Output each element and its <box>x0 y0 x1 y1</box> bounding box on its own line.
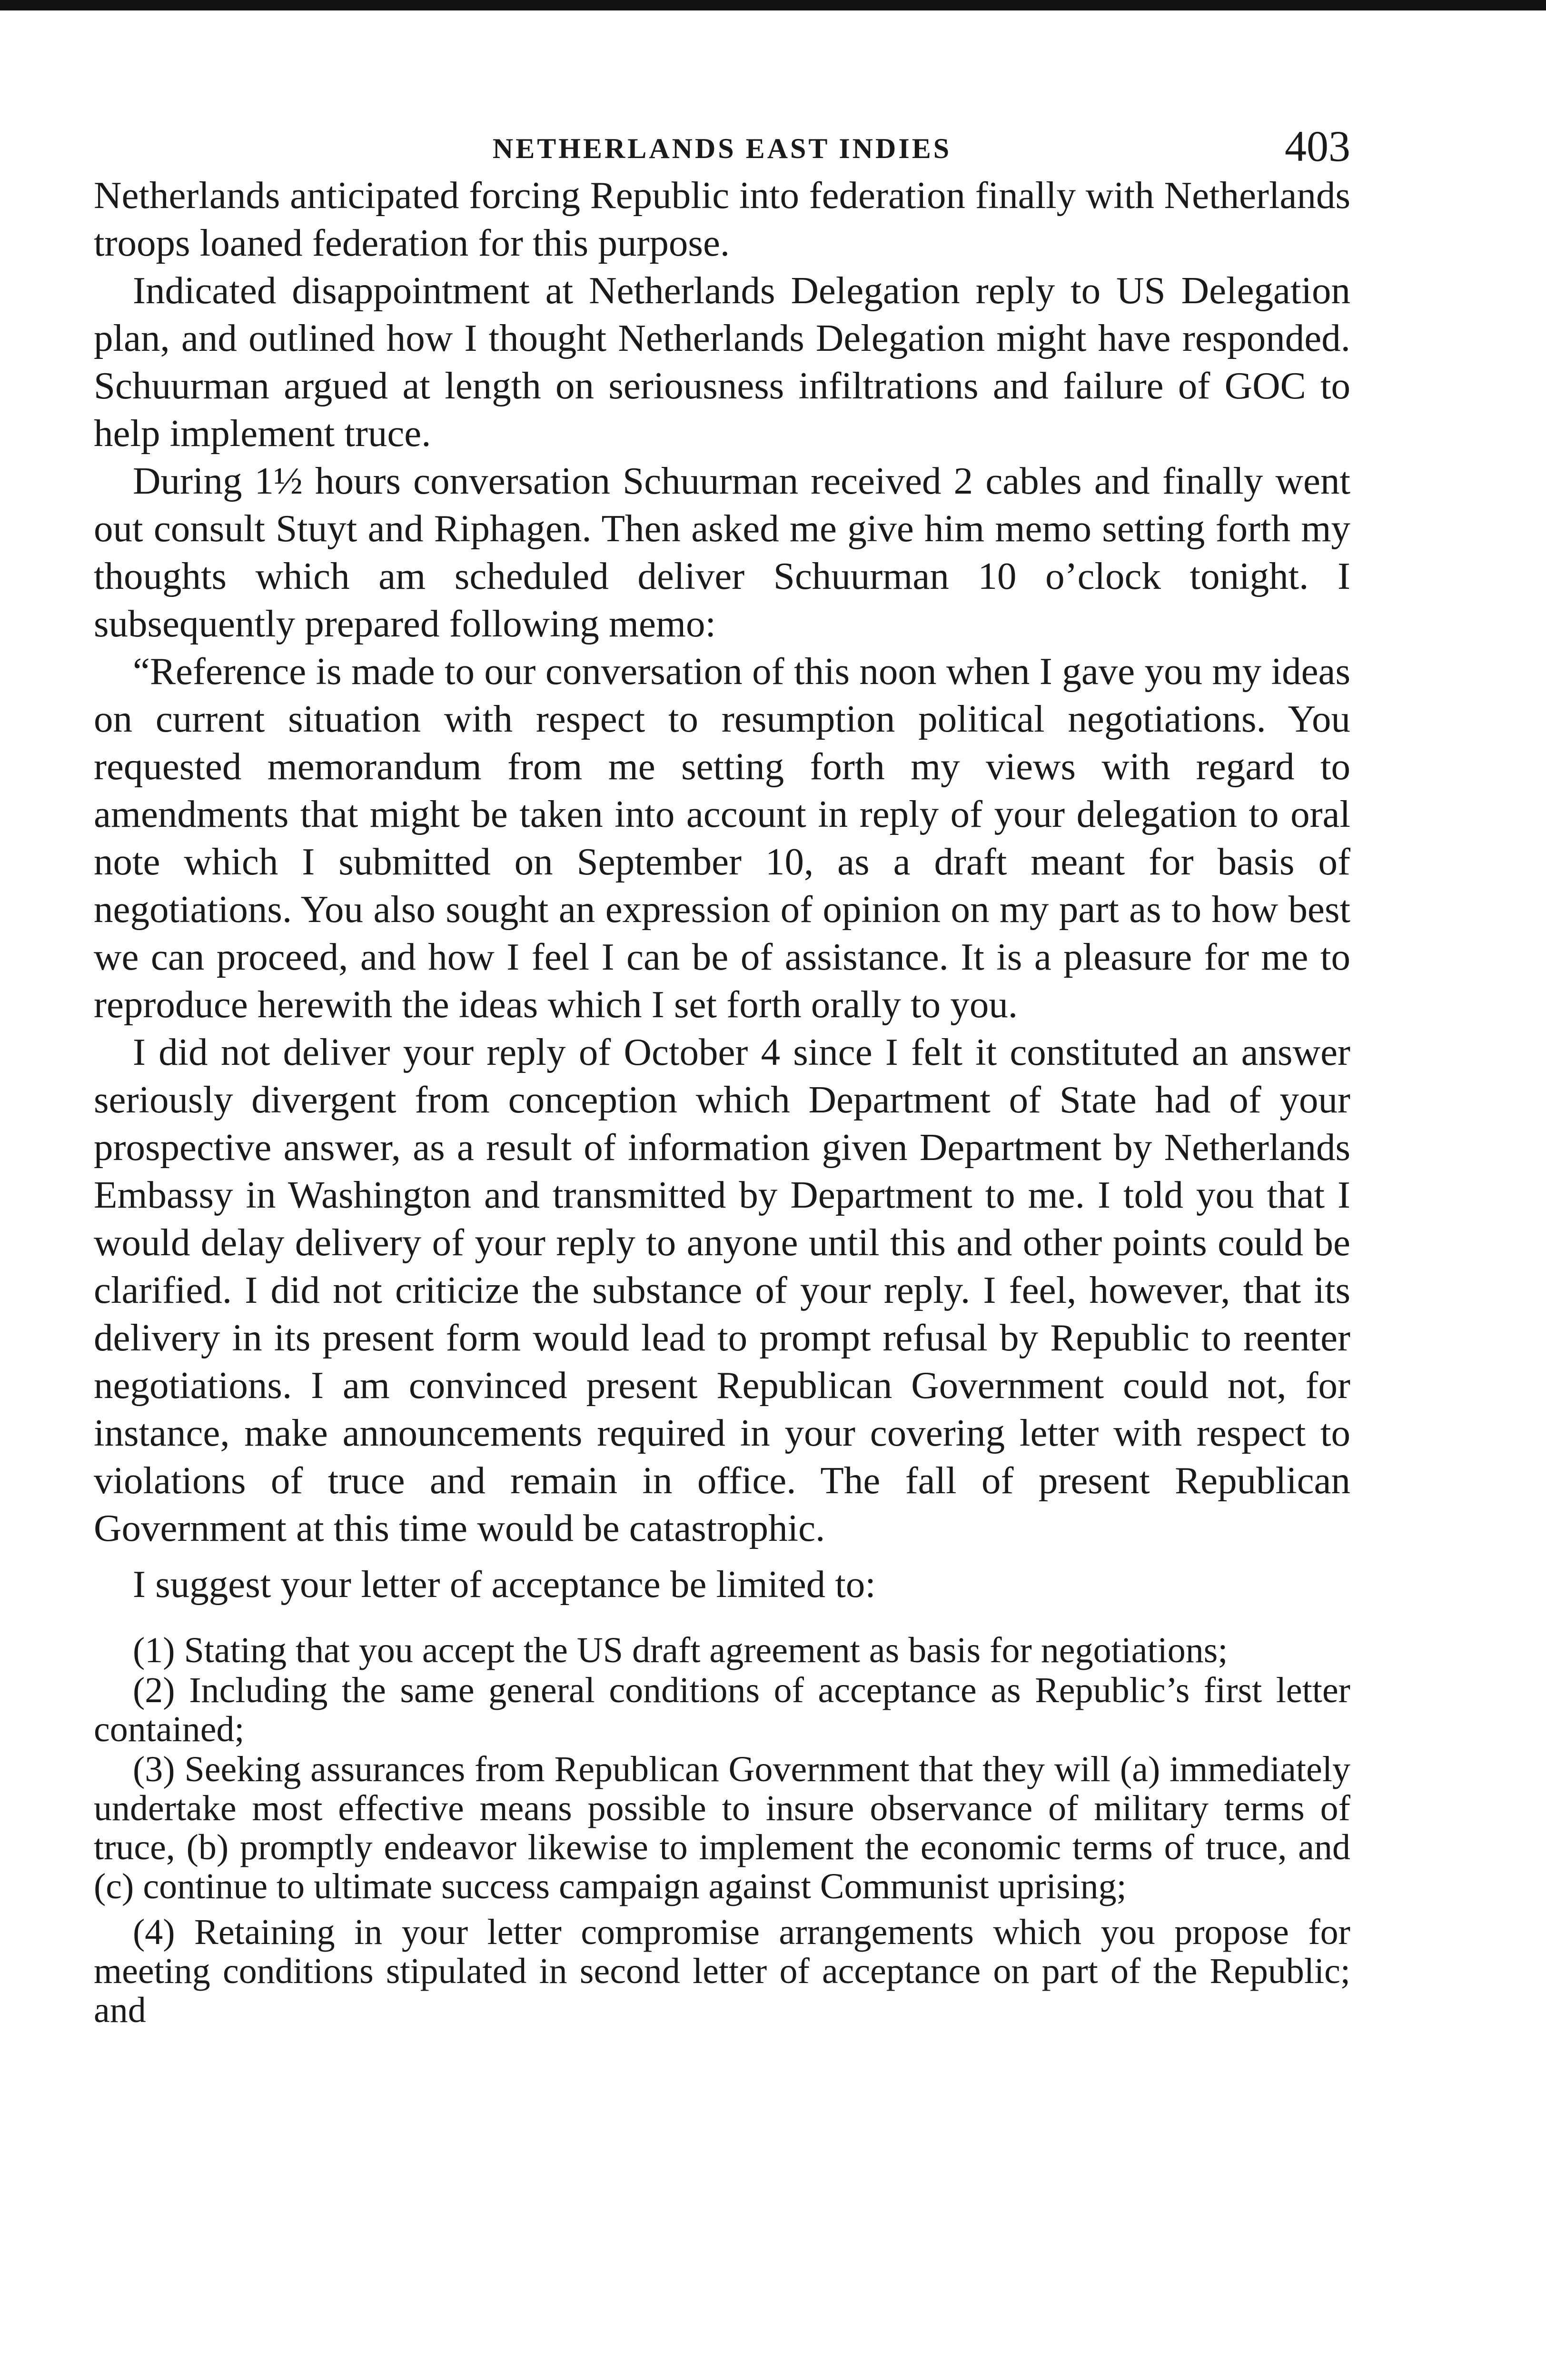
document-page <box>94 114 1350 2031</box>
list-item: (1) Stating that you accept the US draft agreement as basis for negotiations; <box>133 1630 1228 1670</box>
list-item: (2) Including the same general conditions of acceptance as Republic’s first letter contained; <box>94 1670 1350 1749</box>
list-item: (3) Seeking assurances from Republican Government that they will (a) immediately undertake most effective means possible to insure observance of military terms of truce, (b) promptly endeavor likewise to implement the economic terms of truce, and (c) continue to ultimate success campaign against Communist uprising; <box>94 1749 1350 1906</box>
paragraph-1: Netherlands anticipated forcing Republic into federation finally with Netherlands troops loaned federation for this purpose. <box>94 174 1350 264</box>
running-head <box>94 114 1350 171</box>
list-item: (4) Retaining in your letter compromise arrangements which you propose for meeting conditions stipulated in second letter of acceptance on part of the Republic; and <box>94 1912 1350 2030</box>
paragraph-suggestion: I suggest your letter of acceptance be limited to: <box>133 1563 876 1606</box>
paragraph-3: During 1½ hours conversation Schuurman received 2 cables and finally went out consult Stuyt and Riphagen. Then asked me give him memo setting forth my thoughts which am scheduled deliver Schuurman 10 o’clock tonight. I subsequently prepared following memo: <box>94 459 1350 645</box>
top-border-rule <box>0 0 1546 10</box>
running-title: NETHERLANDS EAST INDIES <box>492 133 952 164</box>
page-number: 403 <box>1285 122 1350 170</box>
numbered-list <box>94 1631 1350 2030</box>
paragraph-2: Indicated disappointment at Netherlands Delegation reply to US Delegation plan, and outlined how I thought Netherlands Delegation might have responded. Schuurman argued at length on seriousness infiltrations and failure of GOC to help implement truce. <box>94 269 1350 455</box>
body-text <box>94 171 1350 1608</box>
paragraph-5: I did not deliver your reply of October 4 since I felt it constituted an answer seriously divergent from conception which Department of State had of your prospective answer, as a result of information given Department by Netherlands Embassy in Washington and transmitted by Department to me. I told you that I would delay delivery of your reply to anyone until this and other points could be clarified. I did not criticize the substance of your reply. I feel, however, that its delivery in its present form would lead to prompt refusal by Republic to reenter negotiations. I am convinced present Republican Government could not, for instance, make announcements required in your covering letter with respect to violations of truce and remain in office. The fall of present Republican Government at this time would be catastrophic. <box>94 1031 1350 1549</box>
paragraph-memo-opening: “Reference is made to our conversation of this noon when I gave you my ideas on current situation with respect to resumption political negotiations. You requested memorandum from me setting forth my views with regard to amendments that might be taken into account in reply of your delegation to oral note which I submitted on September 10, as a draft meant for basis of negotiations. You also sought an expression of opinion on my part as to how best we can proceed, and how I feel I can be of assistance. It is a pleasure for me to reproduce herewith the ideas which I set forth orally to you. <box>94 650 1350 1026</box>
